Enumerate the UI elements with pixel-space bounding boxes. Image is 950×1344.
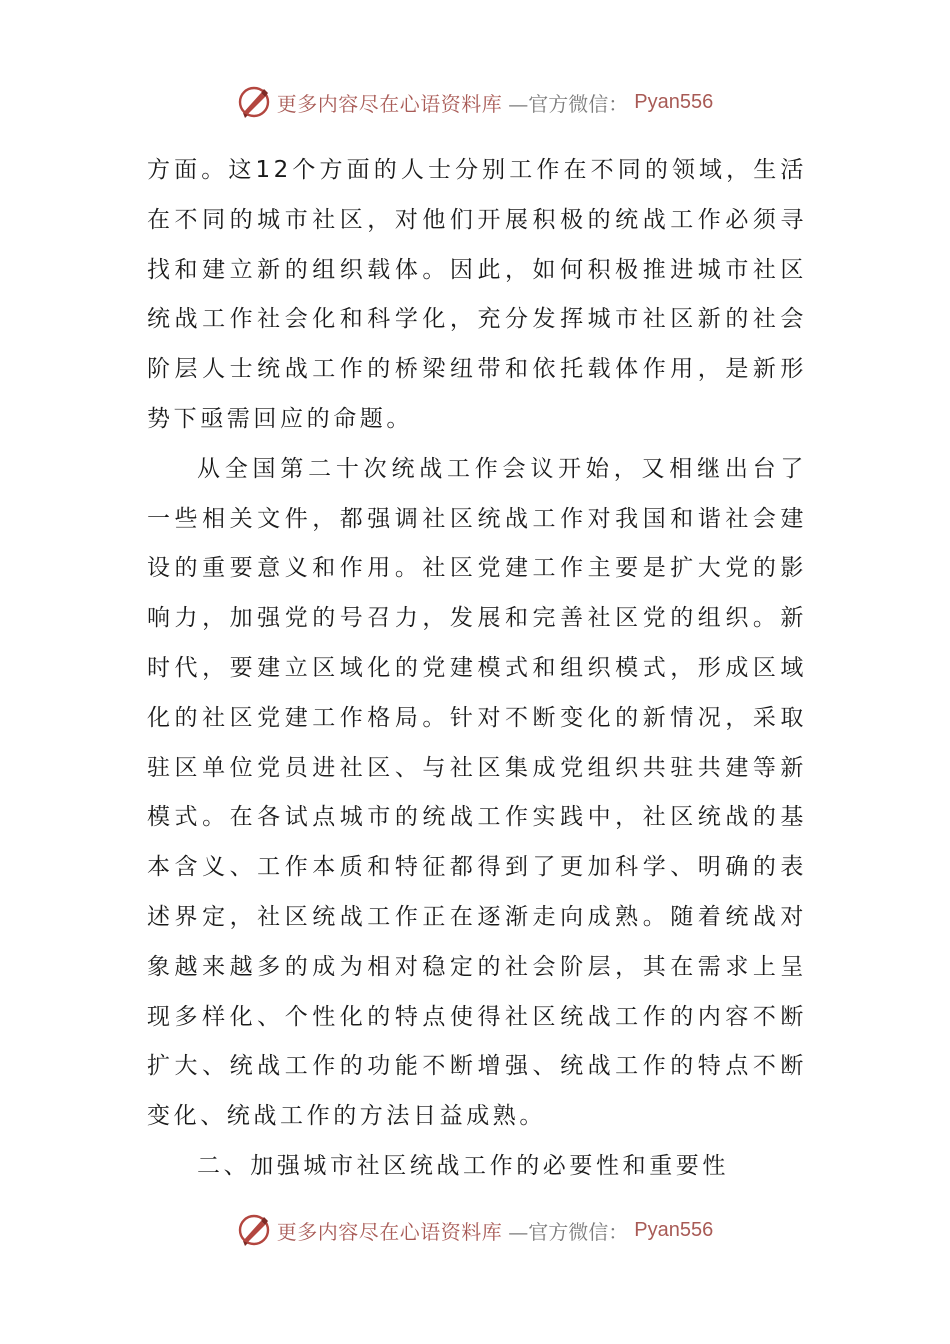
watermark-wechat-id: Pyan556	[634, 1218, 714, 1241]
document-body	[147, 146, 807, 1192]
watermark-text: 更多内容尽在心语资料库	[276, 1219, 503, 1244]
footer-watermark	[0, 1210, 950, 1250]
paragraph: 方面。这12个方面的人士分别工作在不同的领域，生活在不同的城市社区，对他们开展积极的统战工作必须寻找和建立新的组织载体。因此，如何积极推进城市社区统战工作社会化和科学化，充分发挥城市社区新的社会阶层人士统战工作的桥梁纽带和依托载体作用，是新形势下亟需回应的命题。	[147, 157, 807, 432]
watermark-contact: —官方微信：	[508, 1219, 629, 1244]
watermark-text: 更多内容尽在心语资料库	[276, 91, 503, 116]
watermark-wechat-id: Pyan556	[634, 90, 714, 113]
paragraph: 从全国第二十次统战工作会议开始，又相继出台了一些相关文件，都强调社区统战工作对我国和谐社会建设的重要意义和作用。社区党建工作主要是扩大党的影响力，加强党的号召力，发展和完善社区党的组织。新时代，要建立区域化的党建模式和组织模式，形成区域化的社区党建工作格局。针对不断变化的新情况，采取驻区单位党员进社区、与社区集成党组织共驻共建等新模式。在各试点城市的统战工作实践中，社区统战的基本含义、工作本质和特征都得到了更加科学、明确的表述界定，社区统战工作正在逐渐走向成熟。随着统战对象越来越多的成为相对稳定的社会阶层，其在需求上呈现多样化、个性化的特点使得社区统战工作的内容不断扩大、统战工作的功能不断增强、统战工作的特点不断变化、统战工作的方法日益成熟。	[147, 455, 807, 1130]
section-heading: 二、加强城市社区统战工作的必要性和重要性	[197, 1152, 729, 1179]
watermark-contact: —官方微信：	[508, 91, 629, 116]
pen-logo-icon	[237, 1213, 271, 1247]
pen-logo-icon	[237, 85, 271, 119]
header-watermark	[0, 82, 950, 122]
